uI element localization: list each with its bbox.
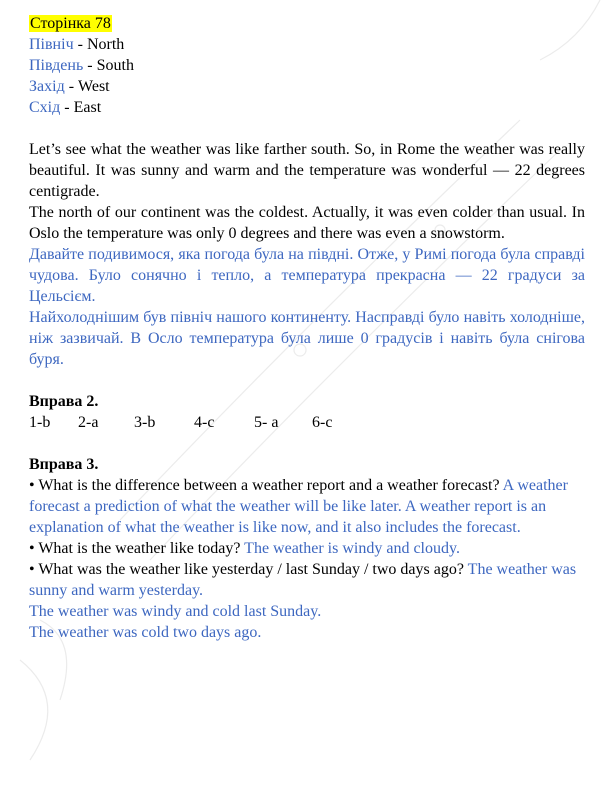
answer-item: 3-b [134, 414, 156, 431]
answer-text: The weather is windy and cloudy. [240, 540, 460, 557]
question-text: • What was the weather like yesterday / last Sunday / two days ago? [29, 561, 464, 578]
answer-item: 4-c [194, 414, 215, 431]
exercise-3-answer-line: The weather was windy and cold last Sunday. [29, 603, 322, 620]
vocab-ua: Захід [29, 78, 65, 95]
exercise-3-item-3 [29, 559, 585, 601]
vocab-en: - South [83, 57, 134, 74]
vocab-ua: Південь [29, 57, 84, 74]
answer-item: 5- a [254, 414, 279, 431]
vocab-en: - North [73, 36, 125, 53]
vocabulary-list [29, 34, 585, 118]
exercise-3-answer-line: The weather was cold two days ago. [29, 624, 262, 641]
answer-text: A weather forecast a prediction of what the weather will be like later. A weather report is an explanation of what the weather is like now, and it also includes the forecast. [29, 477, 568, 536]
ukrainian-paragraph-2: Найхолоднішим був північ нашого континенту. Насправді було навіть холодніше, ніж зазвичай. В Осло температура була лише 0 градусів і навіть була снігова буря. [29, 309, 585, 368]
question-text: • What is the difference between a weather report and a weather forecast? [29, 477, 500, 494]
page-number-highlight: Сторінка 78 [30, 15, 111, 32]
ukrainian-paragraph-1: Давайте подивимося, яка погода була на півдні. Отже, у Римі погода була справді чудова. Було сонячно і тепло, а температура прекрасна — 22 градуси за Цельсієм. [29, 246, 585, 305]
exercise-3-item-2 [29, 538, 585, 559]
english-paragraph-1: Let’s see what the weather was like farther south. So, in Rome the weather was really beautiful. It was sunny and warm and the temperature was wonderful — 22 degrees centigrade. [29, 141, 585, 200]
answer-item: 1-b [29, 414, 51, 431]
exercise-2-heading: Вправа 2. [29, 393, 99, 410]
page-number-label [29, 13, 585, 34]
vocab-item-north [29, 34, 585, 55]
vocab-ua: Північ [29, 36, 74, 53]
document-page [29, 13, 585, 643]
question-text: • What is the weather like today? [29, 540, 241, 557]
vocab-ua: Схід [29, 99, 61, 116]
answer-item: 2-a [78, 414, 99, 431]
vocab-en: - West [64, 78, 110, 95]
answer-text: The weather was sunny and warm yesterday. [29, 561, 577, 599]
exercise-3-item-1 [29, 475, 585, 538]
vocab-item-south [29, 55, 585, 76]
english-paragraph-2: The north of our continent was the coldest. Actually, it was even colder than usual. In Oslo the temperature was only 0 degrees and there was even a snowstorm. [29, 204, 585, 242]
vocab-en: - East [60, 99, 102, 116]
answer-item: 6-c [312, 414, 333, 431]
vocab-item-east [29, 97, 585, 118]
exercise-2-answers [29, 412, 585, 433]
exercise-3-heading: Вправа 3. [29, 456, 99, 473]
vocab-item-west [29, 76, 585, 97]
